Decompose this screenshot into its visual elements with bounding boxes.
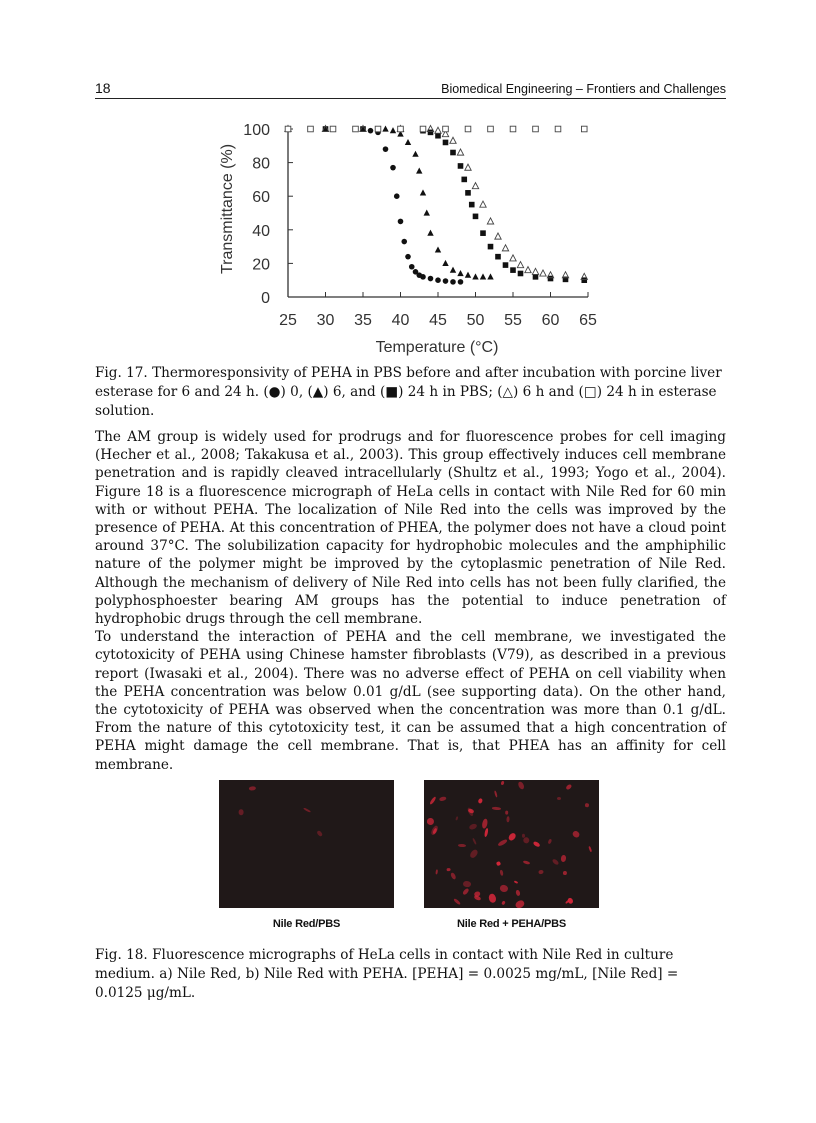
data-point-triangle — [435, 246, 441, 252]
fluorescent-cell — [462, 881, 470, 888]
x-tick-label: 35 — [354, 312, 372, 329]
data-point-open-triangle — [465, 164, 471, 170]
data-point-triangle — [487, 273, 493, 279]
y-tick-label: 40 — [252, 222, 270, 240]
fluorescent-cell — [499, 870, 503, 876]
x-tick-label: 40 — [391, 312, 410, 329]
micrograph-nile-red-pbs — [219, 780, 394, 908]
data-point-triangle — [420, 189, 426, 195]
chart-marks — [285, 126, 588, 285]
data-point-open-square — [330, 126, 336, 132]
data-point-square — [488, 244, 494, 250]
fluorescent-cell — [488, 893, 497, 904]
data-point-open-square — [581, 126, 587, 132]
data-point-open-triangle — [540, 270, 546, 276]
data-point-open-square — [465, 126, 471, 132]
fluorescent-cell — [468, 822, 477, 830]
data-point-square — [480, 230, 486, 236]
fluorescent-cell — [248, 786, 255, 791]
x-tick-label: 45 — [429, 312, 447, 329]
data-point-square — [428, 130, 434, 136]
data-point-triangle — [427, 230, 433, 236]
data-point-open-square — [488, 126, 494, 132]
fluorescent-cell — [539, 870, 544, 875]
data-point-open-square — [353, 126, 359, 132]
y-tick-label: 100 — [243, 122, 270, 139]
fluorescent-cell — [517, 781, 525, 791]
data-point-circle — [401, 239, 407, 245]
fluorescent-cell — [496, 861, 501, 866]
fluorescent-cell — [515, 899, 526, 908]
data-point-open-triangle — [480, 201, 486, 207]
fluorescent-cell — [533, 841, 541, 848]
x-tick-label: 25 — [279, 312, 297, 329]
data-point-triangle — [416, 168, 422, 174]
fluorescent-cell — [429, 796, 437, 806]
fluorescent-cell — [458, 844, 466, 847]
data-point-open-triangle — [517, 262, 523, 268]
fluorescent-cell — [467, 807, 474, 817]
y-tick-label: 60 — [252, 189, 270, 207]
data-point-circle — [450, 279, 456, 285]
data-point-circle — [435, 277, 441, 283]
fig18-caption: Fig. 18. Fluorescence micrographs of HeLa cells in contact with Nile Red in culture medium. a) Nile Red, b) Nile Red with PEHA. [PEHA] = 0.0025 mg/mL, [Nile Red] = 0.0125 μg/mL. — [95, 947, 679, 1001]
data-point-open-triangle — [435, 127, 441, 133]
y-tick-label: 20 — [252, 256, 270, 274]
body-text — [95, 428, 726, 774]
data-point-square — [533, 274, 539, 280]
fluorescent-cell — [492, 807, 501, 810]
data-point-open-square — [555, 126, 561, 132]
fluorescent-cell — [472, 837, 477, 844]
chart-y-axis-label: Transmittance (%) — [219, 143, 236, 275]
fluorescent-cell — [474, 894, 482, 901]
data-point-open-square — [510, 126, 516, 132]
fluorescent-cell — [557, 797, 562, 801]
data-point-circle — [443, 278, 449, 284]
running-title: Biomedical Engineering – Frontiers and Challenges — [441, 82, 726, 96]
data-point-circle — [409, 264, 415, 270]
data-point-triangle — [412, 151, 418, 157]
fluorescent-cell — [551, 858, 559, 866]
y-tick-label: 80 — [252, 155, 270, 173]
chart-x-axis-label: Temperature (°C) — [375, 339, 499, 356]
fluorescent-cell — [435, 869, 438, 875]
x-tick-label: 55 — [504, 312, 522, 329]
data-point-square — [473, 214, 479, 220]
data-point-open-triangle — [472, 183, 478, 189]
fluorescent-cell — [438, 796, 446, 802]
fluorescent-cell — [427, 817, 435, 825]
data-point-triangle — [457, 270, 463, 276]
page-header — [95, 80, 726, 99]
fluorescent-cell — [316, 830, 323, 837]
data-point-open-square — [375, 126, 381, 132]
data-point-open-triangle — [510, 255, 516, 261]
data-point-open-triangle — [450, 137, 456, 143]
data-point-triangle — [382, 126, 388, 132]
data-point-circle — [398, 219, 404, 225]
data-point-square — [461, 177, 467, 183]
data-point-square — [503, 262, 509, 268]
data-point-open-triangle — [487, 218, 493, 224]
chart-axes — [243, 122, 597, 329]
data-point-square — [581, 277, 587, 283]
micrograph-nile-red-peha-pbs — [424, 780, 599, 908]
fluorescent-cell — [500, 780, 504, 785]
micrograph-label-left: Nile Red/PBS — [272, 918, 341, 930]
data-point-triangle — [472, 273, 478, 279]
data-point-open-square — [398, 126, 404, 132]
x-tick-label: 60 — [541, 312, 560, 329]
data-point-open-square — [308, 126, 314, 132]
data-point-triangle — [480, 273, 486, 279]
data-point-circle — [383, 146, 389, 152]
fluorescent-cell — [239, 809, 244, 815]
data-point-square — [465, 190, 471, 196]
data-point-open-triangle — [525, 267, 531, 273]
data-point-triangle — [424, 210, 430, 216]
data-point-triangle — [442, 260, 448, 266]
data-point-square — [518, 271, 524, 277]
data-point-circle — [420, 274, 426, 280]
data-point-open-square — [285, 126, 291, 132]
fig17-chart — [210, 112, 610, 360]
page-number: 18 — [95, 80, 111, 96]
data-point-square — [495, 254, 501, 260]
fluorescent-cell — [563, 871, 567, 875]
fluorescent-cell — [508, 832, 518, 842]
data-point-circle — [368, 128, 374, 134]
fig17-caption: Fig. 17. Thermoresponsivity of PEHA in PBS before and after incubation with porcine liver esterase for 6 and 24 h. (●) 0, (▲) 6, and (■) 24 h in PBS; (△) 6 h and (□) 24 h in esterase solution. — [95, 365, 722, 419]
data-point-open-triangle — [495, 233, 501, 239]
data-point-circle — [390, 165, 396, 171]
data-point-open-triangle — [502, 245, 508, 251]
paragraph: To understand the interaction of PEHA and the cell membrane, we investigated the cytotoxicity of PEHA using Chinese hamster fibroblasts (V79), as described in a previous report (Iwasaki et al., 2004). There was no adverse effect of PEHA on cell viability when the PEHA concentration was below 0.01 g/dL (see supporting data). On the other hand, the cytotoxicity of PEHA was observed when the concentration was more than 0.1 g/dL. From the nature of this cytotoxicity test, it can be assumed that a high concentration of PEHA might damage the cell membrane. That is, that PHEA has an affinity for cell membrane. — [95, 629, 726, 773]
fluorescent-cell — [478, 798, 483, 804]
fluorescent-cell — [515, 889, 520, 896]
fluorescent-cell — [497, 838, 507, 846]
x-tick-label: 30 — [316, 312, 335, 329]
data-point-square — [435, 133, 441, 139]
x-tick-label: 65 — [579, 312, 597, 329]
fluorescent-cell — [588, 846, 592, 853]
fluorescent-cell — [499, 884, 509, 893]
data-point-square — [469, 202, 475, 208]
fluorescent-cell — [584, 803, 589, 807]
data-point-triangle — [390, 127, 396, 133]
data-point-circle — [405, 254, 411, 260]
fluorescent-cell — [502, 900, 507, 905]
data-point-square — [450, 150, 456, 156]
fluorescent-cell — [303, 807, 311, 813]
data-point-square — [510, 267, 516, 273]
fluorescent-cell — [430, 824, 439, 835]
fluorescent-cell — [450, 872, 456, 880]
y-tick-label: 0 — [261, 290, 270, 307]
fluorescent-cell — [470, 849, 480, 859]
micrograph-label-right: Nile Red + PEHA/PBS — [457, 918, 566, 930]
fluorescent-cell — [493, 791, 497, 799]
data-point-circle — [428, 276, 434, 282]
fluorescent-cell — [452, 898, 460, 906]
fluorescent-cell — [484, 828, 489, 837]
data-point-open-triangle — [532, 268, 538, 274]
data-point-open-square — [533, 126, 539, 132]
fluorescent-cell — [522, 860, 530, 865]
data-point-open-triangle — [457, 149, 463, 155]
fluorescent-cell — [560, 855, 566, 863]
data-point-triangle — [450, 267, 456, 273]
fluorescent-cell — [566, 783, 573, 790]
fluorescent-cell — [446, 868, 450, 872]
data-point-open-square — [443, 126, 449, 132]
fluorescent-cell — [506, 810, 509, 814]
data-point-circle — [394, 193, 400, 199]
x-tick-label: 50 — [466, 312, 485, 329]
paragraph: The AM group is widely used for prodrugs and for fluorescence probes for cell imaging (Hecher et al., 2008; Takakusa et al., 2003). This group effectively induces cell membrane penetration and is rapidly cleaved intracellularly (Shultz et al., 1993; Yogo et al., 2004). Figure 18 is a fluorescence micrograph of HeLa cells in contact with Nile Red for 60 min with or without PEHA. The localization of Nile Red into the cells was improved by the presence of PEHA. At this concentration of PHEA, the polymer does not have a cloud point around 37°C. The solubilization capacity for hydrophobic molecules and the amphiphilic nature of the polymer might be improved by the cytoplasmic penetration of Nile Red. Although the mechanism of delivery of Nile Red into cells has not been fully clarified, the polyphosphoester bearing AM groups has the potential to induce penetration of hydrophobic drugs through the cell membrane. — [95, 429, 726, 628]
fluorescent-cell — [571, 830, 580, 839]
data-point-square — [458, 163, 464, 169]
data-point-triangle — [405, 139, 411, 145]
data-point-square — [443, 140, 449, 146]
fluorescent-cell — [514, 881, 518, 884]
fluorescent-cell — [507, 816, 510, 822]
fluorescent-cell — [547, 838, 552, 844]
data-point-triangle — [465, 272, 471, 278]
data-point-open-square — [420, 126, 426, 132]
fluorescent-cell — [481, 818, 488, 829]
data-point-square — [548, 276, 554, 282]
fluorescent-cell — [455, 816, 458, 820]
data-point-circle — [458, 279, 464, 285]
fluorescent-cell — [462, 888, 469, 895]
